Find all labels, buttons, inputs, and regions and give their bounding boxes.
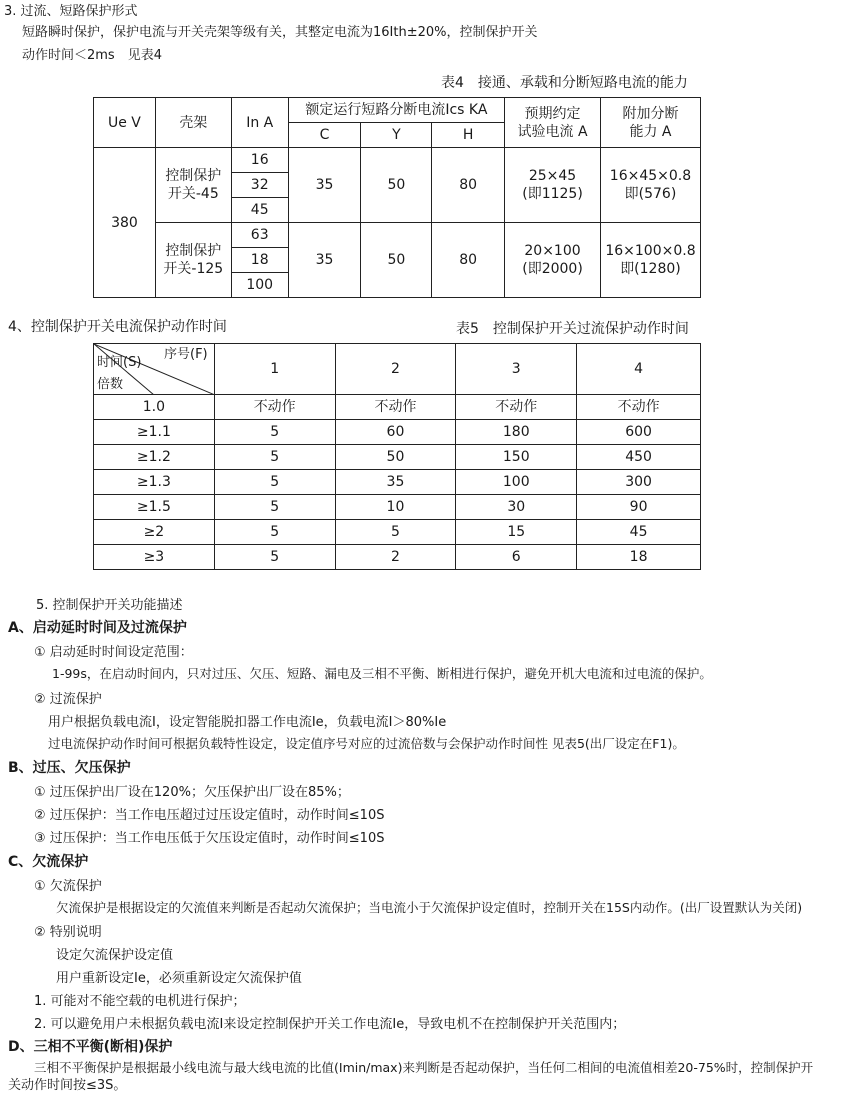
value-cell: 5 (214, 445, 335, 470)
a2-text-1: 用户根据负载电流I，设定智能脱扣器工作电流Ie，负载电流I＞80%Ie (48, 715, 447, 730)
value-cell: 50 (335, 445, 456, 470)
table-row (94, 520, 701, 545)
multiple-cell: ≥1.3 (94, 470, 215, 495)
in-value: 100 (231, 273, 288, 298)
column-header: 2 (335, 344, 456, 395)
table-5-caption: 表5 控制保护开关过流保护动作时间 (456, 321, 689, 337)
value-cell: 450 (577, 445, 701, 470)
column-header: 3 (456, 344, 577, 395)
table-4 (93, 97, 701, 298)
in-value: 32 (231, 173, 288, 198)
header-frame: 壳架 (155, 98, 231, 148)
value-cell: 100 (456, 470, 577, 495)
expected-current-value: 25×45 (即1125) (505, 148, 601, 223)
multiple-cell: ≥1.2 (94, 445, 215, 470)
c2-heading: ② 特别说明 (34, 925, 102, 940)
section-5-title: 5. 控制保护开关功能描述 (36, 598, 183, 613)
c-value: 35 (288, 148, 361, 223)
ue-value: 380 (94, 148, 156, 298)
value-cell: 600 (577, 420, 701, 445)
value-cell: 5 (214, 520, 335, 545)
multiple-cell: ≥2 (94, 520, 215, 545)
table-row (94, 420, 701, 445)
value-cell: 不动作 (214, 395, 335, 420)
header-rated-breaking: 额定运行短路分断电流Ics KA (288, 98, 504, 123)
in-value: 16 (231, 148, 288, 173)
a2-heading: ② 过流保护 (34, 692, 102, 707)
value-cell: 150 (456, 445, 577, 470)
header-y: Y (361, 123, 432, 148)
section-4-title: 4、控制保护开关电流保护动作时间 (8, 319, 227, 335)
header-c: C (288, 123, 361, 148)
value-cell: 不动作 (335, 395, 456, 420)
value-cell: 5 (214, 470, 335, 495)
b2-text: ② 过压保护：当工作电压超过过压设定值时，动作时间≤10S (34, 808, 385, 823)
frame-125: 控制保护 开关-125 (155, 223, 231, 298)
value-cell: 2 (335, 545, 456, 570)
section-3-line-2: 动作时间＜2ms 见表4 (22, 48, 162, 63)
c1-heading: ① 欠流保护 (34, 879, 102, 894)
value-cell: 300 (577, 470, 701, 495)
table-4-caption: 表4 接通、承载和分断短路电流的能力 (441, 75, 688, 91)
header-h: H (432, 123, 505, 148)
c-value: 35 (288, 223, 361, 298)
a1-heading: ① 启动延时时间设定范围： (34, 645, 193, 660)
h-value: 80 (432, 223, 505, 298)
value-cell: 不动作 (577, 395, 701, 420)
table-row (94, 395, 701, 420)
c1-text: 欠流保护是根据设定的欠流值来判断是否起动欠流保护；当电流小于欠流保护设定值时，控制开关在15S内动作。(出厂设置默认为关闭) (56, 900, 803, 915)
b3-text: ③ 过压保护：当工作电压低于欠压设定值时，动作时间≤10S (34, 831, 385, 846)
value-cell: 5 (335, 520, 456, 545)
diag-label-multiple: 倍数 (97, 377, 124, 392)
table-row (94, 495, 701, 520)
value-cell: 15 (456, 520, 577, 545)
section-3-line-1: 短路瞬时保护，保护电流与开关壳架等级有关，其整定电流为16Ith±20%，控制保护开关 (22, 25, 538, 40)
value-cell: 不动作 (456, 395, 577, 420)
table-row (94, 445, 701, 470)
value-cell: 6 (456, 545, 577, 570)
c-note-2: 2. 可以避免用户未根据负载电流I来设定控制保护开关工作电流Ie，导致电机不在控制保护开关范围内； (34, 1017, 626, 1032)
c-note-1: 1. 可能对不能空载的电机进行保护； (34, 994, 246, 1009)
in-value: 18 (231, 248, 288, 273)
d-text-2: 关动作时间按≤3S。 (8, 1078, 127, 1093)
header-expected-current: 预期约定 试验电流 A (505, 98, 601, 148)
y-value: 50 (361, 148, 432, 223)
expected-current-value: 20×100 (即2000) (505, 223, 601, 298)
table-row (94, 545, 701, 570)
value-cell: 5 (214, 545, 335, 570)
value-cell: 18 (577, 545, 701, 570)
section-3-title: 3. 过流、短路保护形式 (4, 4, 138, 19)
extra-breaking-value: 16×100×0.8 即(1280) (600, 223, 700, 298)
header-ue: Ue V (94, 98, 156, 148)
value-cell: 60 (335, 420, 456, 445)
value-cell: 30 (456, 495, 577, 520)
value-cell: 10 (335, 495, 456, 520)
value-cell: 45 (577, 520, 701, 545)
a1-text: 1-99s，在启动时间内，只对过压、欠压、短路、漏电及三相不平衡、断相进行保护，避免开机大电流和过电流的保护。 (52, 666, 712, 681)
diag-label-sequence: 序号(F) (164, 347, 208, 362)
value-cell: 5 (214, 420, 335, 445)
b1-text: ① 过压保护出厂设在120%；欠压保护出厂设在85%； (34, 785, 350, 800)
c2-text-1: 设定欠流保护设定值 (56, 948, 174, 963)
value-cell: 180 (456, 420, 577, 445)
header-in: In A (231, 98, 288, 148)
header-extra-breaking: 附加分断 能力 A (600, 98, 700, 148)
y-value: 50 (361, 223, 432, 298)
section-c-title: C、欠流保护 (8, 854, 89, 870)
section-d-title: D、三相不平衡(断相)保护 (8, 1039, 173, 1055)
section-b-title: B、过压、欠压保护 (8, 760, 131, 776)
d-text-1: 三相不平衡保护是根据最小线电流与最大线电流的比值(Imin/max)来判断是否起动保护，当任何二相间的电流值相差20-75%时，控制保护开 (34, 1060, 814, 1075)
diagonal-header-cell (94, 344, 215, 395)
frame-45: 控制保护 开关-45 (155, 148, 231, 223)
value-cell: 5 (214, 495, 335, 520)
table-5 (93, 343, 701, 570)
section-a-title: A、启动延时时间及过流保护 (8, 620, 187, 636)
h-value: 80 (432, 148, 505, 223)
in-value: 45 (231, 198, 288, 223)
c2-text-2: 用户重新设定Ie，必须重新设定欠流保护值 (56, 971, 302, 986)
multiple-cell: 1.0 (94, 395, 215, 420)
column-header: 1 (214, 344, 335, 395)
multiple-cell: ≥1.1 (94, 420, 215, 445)
column-header: 4 (577, 344, 701, 395)
multiple-cell: ≥3 (94, 545, 215, 570)
multiple-cell: ≥1.5 (94, 495, 215, 520)
extra-breaking-value: 16×45×0.8 即(576) (600, 148, 700, 223)
value-cell: 35 (335, 470, 456, 495)
diag-label-time: 时间(S) (97, 355, 142, 370)
value-cell: 90 (577, 495, 701, 520)
table-row (94, 470, 701, 495)
a2-text-2: 过电流保护动作时间可根据负载特性设定，设定值序号对应的过流倍数与会保护动作时间性 见表5(出厂设定在F1)。 (48, 736, 685, 751)
in-value: 63 (231, 223, 288, 248)
